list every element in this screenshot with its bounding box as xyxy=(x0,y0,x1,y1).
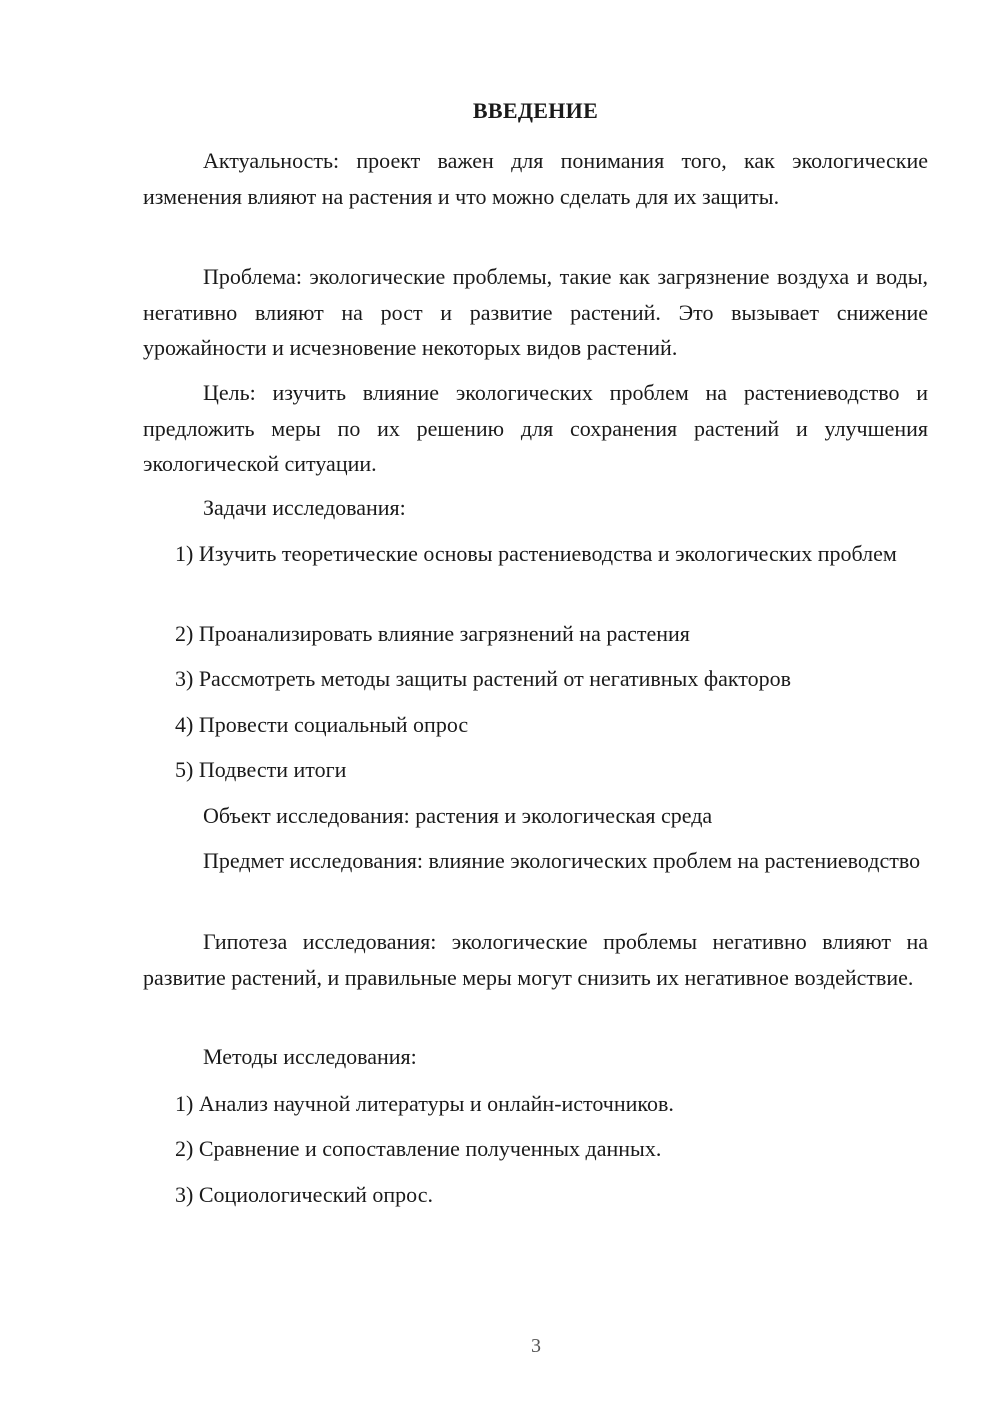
goal-paragraph: Цель: изучить влияние экологических проблем на растениеводство и предложить меры по их решению для сохранения растений и улучшения экологической ситуации. xyxy=(143,380,928,476)
method-item-2: 2) Сравнение и сопоставление полученных данных. xyxy=(175,1136,662,1161)
hypothesis-paragraph: Гипотеза исследования: экологические проблемы негативно влияют на развитие растений, и правильные меры могут снизить их негативное воздействие. xyxy=(143,929,928,990)
task-item-4: 4) Провести социальный опрос xyxy=(175,712,469,737)
methods-heading: Методы исследования: xyxy=(203,1044,417,1069)
method-item-3: 3) Социологический опрос. xyxy=(175,1182,433,1207)
page-title: ВВЕДЕНИЕ xyxy=(472,98,599,123)
page-number: 3 xyxy=(531,1335,541,1357)
task-item-1: 1) Изучить теоретические основы растениеводства и экологических проблем xyxy=(175,541,897,566)
task-item-5: 5) Подвести итоги xyxy=(175,757,347,782)
tasks-heading: Задачи исследования: xyxy=(203,495,406,520)
method-item-1: 1) Анализ научной литературы и онлайн-источников. xyxy=(175,1091,674,1116)
problem-paragraph: Проблема: экологические проблемы, такие как загрязнение воздуха и воды, негативно влияют на рост и развитие растений. Это вызывает снижение урожайности и исчезновение некоторых видов растений. xyxy=(143,264,928,360)
relevance-paragraph: Актуальность: проект важен для понимания того, как экологические изменения влияют на растения и что можно сделать для их защиты. xyxy=(143,148,928,209)
subject-paragraph: Предмет исследования: влияние экологических проблем на растениеводство xyxy=(203,848,921,873)
task-item-3: 3) Рассмотреть методы защиты растений от негативных факторов xyxy=(175,666,791,691)
task-item-2: 2) Проанализировать влияние загрязнений на растения xyxy=(175,621,690,646)
object-paragraph: Объект исследования: растения и экологическая среда xyxy=(203,803,713,828)
